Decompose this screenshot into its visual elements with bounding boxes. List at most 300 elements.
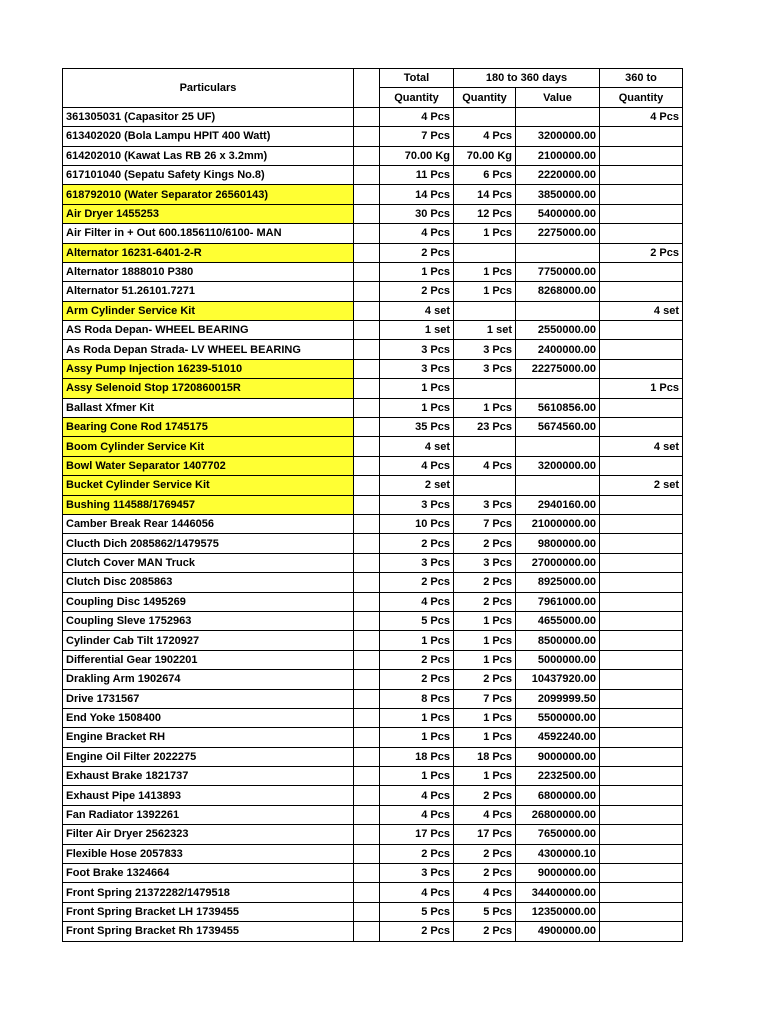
total-quantity-cell[interactable]: 2 Pcs	[380, 844, 454, 863]
particular-cell[interactable]: Exhaust Brake 1821737	[63, 767, 354, 786]
blank-cell[interactable]	[354, 825, 380, 844]
quantity-180-cell[interactable]: 2 Pcs	[454, 922, 516, 941]
particular-cell[interactable]: Flexible Hose 2057833	[63, 844, 354, 863]
value-180-cell[interactable]: 21000000.00	[516, 514, 600, 533]
value-180-cell[interactable]: 7750000.00	[516, 262, 600, 281]
quantity-180-cell[interactable]: 12 Pcs	[454, 204, 516, 223]
total-quantity-cell[interactable]: 1 Pcs	[380, 262, 454, 281]
blank-cell[interactable]	[354, 359, 380, 378]
quantity-360-cell[interactable]	[600, 165, 683, 184]
blank-cell[interactable]	[354, 301, 380, 320]
table-row	[63, 864, 683, 883]
value-180-cell[interactable]: 5674560.00	[516, 418, 600, 437]
quantity-180-cell[interactable]	[454, 437, 516, 456]
blank-cell[interactable]	[354, 728, 380, 747]
value-180-cell[interactable]: 2400000.00	[516, 340, 600, 359]
total-quantity-cell[interactable]: 3 Pcs	[380, 495, 454, 514]
blank-cell[interactable]	[354, 437, 380, 456]
quantity-180-cell[interactable]: 1 Pcs	[454, 224, 516, 243]
table-row	[63, 301, 683, 320]
particular-cell[interactable]: Bearing Cone Rod 1745175	[63, 418, 354, 437]
table-row	[63, 767, 683, 786]
particular-cell[interactable]: Alternator 1888010 P380	[63, 262, 354, 281]
total-quantity-cell[interactable]: 10 Pcs	[380, 514, 454, 533]
blank-cell[interactable]	[354, 514, 380, 533]
value-180-cell[interactable]	[516, 243, 600, 262]
particular-cell[interactable]: Bucket Cylinder Service Kit	[63, 476, 354, 495]
quantity-180-cell[interactable]: 3 Pcs	[454, 553, 516, 572]
total-quantity-cell[interactable]: 5 Pcs	[380, 611, 454, 630]
value-180-cell[interactable]: 7650000.00	[516, 825, 600, 844]
particular-cell[interactable]: Assy Pump Injection 16239-51010	[63, 359, 354, 378]
blank-cell[interactable]	[354, 767, 380, 786]
total-quantity-cell[interactable]: 2 Pcs	[380, 573, 454, 592]
total-quantity-cell[interactable]: 1 Pcs	[380, 708, 454, 727]
quantity-180-cell[interactable]	[454, 301, 516, 320]
quantity-360-cell[interactable]	[600, 631, 683, 650]
quantity-360-cell[interactable]: 4 set	[600, 437, 683, 456]
table-row	[63, 728, 683, 747]
total-quantity-cell[interactable]: 11 Pcs	[380, 165, 454, 184]
particular-cell[interactable]: 613402020 (Bola Lampu HPIT 400 Watt)	[63, 127, 354, 146]
blank-cell[interactable]	[354, 456, 380, 475]
blank-cell[interactable]	[354, 224, 380, 243]
quantity-180-cell[interactable]: 7 Pcs	[454, 689, 516, 708]
quantity-360-cell[interactable]	[600, 418, 683, 437]
total-quantity-cell[interactable]: 18 Pcs	[380, 747, 454, 766]
blank-cell[interactable]	[354, 321, 380, 340]
particular-cell[interactable]: Coupling Disc 1495269	[63, 592, 354, 611]
particular-cell[interactable]: Air Dryer 1455253	[63, 204, 354, 223]
particular-cell[interactable]: Assy Selenoid Stop 1720860015R	[63, 379, 354, 398]
table-row	[63, 708, 683, 727]
particular-cell[interactable]: Camber Break Rear 1446056	[63, 514, 354, 533]
quantity-180-cell[interactable]: 4 Pcs	[454, 805, 516, 824]
particular-cell[interactable]: Boom Cylinder Service Kit	[63, 437, 354, 456]
blank-cell[interactable]	[354, 670, 380, 689]
particular-cell[interactable]: Fan Radiator 1392261	[63, 805, 354, 824]
particular-cell[interactable]: 361305031 (Capasitor 25 UF)	[63, 107, 354, 126]
value-180-cell[interactable]: 9000000.00	[516, 747, 600, 766]
table-row	[63, 844, 683, 863]
blank-cell[interactable]	[354, 631, 380, 650]
value-180-cell[interactable]: 12350000.00	[516, 902, 600, 921]
quantity-360-cell[interactable]	[600, 573, 683, 592]
particular-cell[interactable]: Differential Gear 1902201	[63, 650, 354, 669]
value-180-cell[interactable]	[516, 379, 600, 398]
particular-cell[interactable]: 618792010 (Water Separator 26560143)	[63, 185, 354, 204]
quantity-360-cell[interactable]	[600, 708, 683, 727]
quantity-360-cell[interactable]	[600, 670, 683, 689]
quantity-180-cell[interactable]: 1 Pcs	[454, 728, 516, 747]
value-180-cell[interactable]: 26800000.00	[516, 805, 600, 824]
quantity-360-cell[interactable]	[600, 786, 683, 805]
total-quantity-cell[interactable]: 14 Pcs	[380, 185, 454, 204]
quantity-360-cell[interactable]	[600, 398, 683, 417]
particular-cell[interactable]: Filter Air Dryer 2562323	[63, 825, 354, 844]
total-quantity-cell[interactable]: 3 Pcs	[380, 864, 454, 883]
table-row	[63, 922, 683, 941]
blank-cell[interactable]	[354, 185, 380, 204]
total-quantity-cell[interactable]: 4 Pcs	[380, 883, 454, 902]
quantity-180-cell[interactable]: 2 Pcs	[454, 670, 516, 689]
table-row	[63, 747, 683, 766]
header-range-360[interactable]: 360 to	[600, 69, 683, 88]
particular-cell[interactable]: Air Filter in + Out 600.1856110/6100- MAN	[63, 224, 354, 243]
value-180-cell[interactable]: 3850000.00	[516, 185, 600, 204]
blank-cell[interactable]	[354, 592, 380, 611]
table-row	[63, 805, 683, 824]
value-180-cell[interactable]: 22275000.00	[516, 359, 600, 378]
total-quantity-cell[interactable]: 1 Pcs	[380, 767, 454, 786]
value-180-cell[interactable]	[516, 107, 600, 126]
blank-cell[interactable]	[354, 204, 380, 223]
value-180-cell[interactable]: 4655000.00	[516, 611, 600, 630]
table-row	[63, 553, 683, 572]
quantity-360-cell[interactable]	[600, 689, 683, 708]
quantity-360-cell[interactable]: 4 set	[600, 301, 683, 320]
quantity-360-cell[interactable]	[600, 262, 683, 281]
value-180-cell[interactable]: 4300000.10	[516, 844, 600, 863]
quantity-180-cell[interactable]: 6 Pcs	[454, 165, 516, 184]
total-quantity-cell[interactable]: 70.00 Kg	[380, 146, 454, 165]
quantity-180-cell[interactable]: 4 Pcs	[454, 883, 516, 902]
blank-cell[interactable]	[354, 127, 380, 146]
total-quantity-cell[interactable]: 2 set	[380, 476, 454, 495]
particular-cell[interactable]: Ballast Xfmer Kit	[63, 398, 354, 417]
total-quantity-cell[interactable]: 3 Pcs	[380, 553, 454, 572]
quantity-180-cell[interactable]: 17 Pcs	[454, 825, 516, 844]
quantity-180-cell[interactable]: 18 Pcs	[454, 747, 516, 766]
blank-cell[interactable]	[354, 786, 380, 805]
quantity-360-cell[interactable]: 1 Pcs	[600, 379, 683, 398]
particular-cell[interactable]: Foot Brake 1324664	[63, 864, 354, 883]
quantity-180-cell[interactable]: 1 Pcs	[454, 650, 516, 669]
total-quantity-cell[interactable]: 2 Pcs	[380, 922, 454, 941]
quantity-360-cell[interactable]	[600, 534, 683, 553]
quantity-360-cell[interactable]	[600, 825, 683, 844]
value-180-cell[interactable]	[516, 437, 600, 456]
blank-cell[interactable]	[354, 165, 380, 184]
blank-cell[interactable]	[354, 805, 380, 824]
particular-cell[interactable]: Bushing 114588/1769457	[63, 495, 354, 514]
total-quantity-cell[interactable]: 5 Pcs	[380, 902, 454, 921]
quantity-180-cell[interactable]: 2 Pcs	[454, 573, 516, 592]
value-180-cell[interactable]: 5500000.00	[516, 708, 600, 727]
total-quantity-cell[interactable]: 30 Pcs	[380, 204, 454, 223]
value-180-cell[interactable]: 8925000.00	[516, 573, 600, 592]
value-180-cell[interactable]: 6800000.00	[516, 786, 600, 805]
blank-cell[interactable]	[354, 747, 380, 766]
value-180-cell[interactable]	[516, 301, 600, 320]
quantity-360-cell[interactable]: 4 Pcs	[600, 107, 683, 126]
blank-cell[interactable]	[354, 398, 380, 417]
quantity-360-cell[interactable]	[600, 514, 683, 533]
value-180-cell[interactable]: 10437920.00	[516, 670, 600, 689]
total-quantity-cell[interactable]: 4 Pcs	[380, 592, 454, 611]
particular-cell[interactable]: Coupling Sleve 1752963	[63, 611, 354, 630]
particular-cell[interactable]: 614202010 (Kawat Las RB 26 x 3.2mm)	[63, 146, 354, 165]
blank-cell[interactable]	[354, 340, 380, 359]
value-180-cell[interactable]: 8500000.00	[516, 631, 600, 650]
total-quantity-cell[interactable]: 17 Pcs	[380, 825, 454, 844]
value-180-cell[interactable]: 5610856.00	[516, 398, 600, 417]
quantity-360-cell[interactable]	[600, 922, 683, 941]
quantity-180-cell[interactable]: 1 Pcs	[454, 611, 516, 630]
table-row	[63, 495, 683, 514]
particular-cell[interactable]: Clutch Disc 2085863	[63, 573, 354, 592]
particular-cell[interactable]: Engine Oil Filter 2022275	[63, 747, 354, 766]
quantity-180-cell[interactable]: 1 Pcs	[454, 398, 516, 417]
blank-cell[interactable]	[354, 883, 380, 902]
blank-cell[interactable]	[354, 534, 380, 553]
blank-cell[interactable]	[354, 495, 380, 514]
total-quantity-cell[interactable]: 2 Pcs	[380, 670, 454, 689]
blank-cell[interactable]	[354, 708, 380, 727]
quantity-180-cell[interactable]: 14 Pcs	[454, 185, 516, 204]
header-180-value[interactable]: Value	[516, 88, 600, 107]
stock-aging-table	[62, 68, 683, 942]
table-row	[63, 786, 683, 805]
total-quantity-cell[interactable]: 1 Pcs	[380, 631, 454, 650]
table-row	[63, 418, 683, 437]
header-range-180-360[interactable]: 180 to 360 days	[454, 69, 600, 88]
particular-cell[interactable]: Clucth Dich 2085862/1479575	[63, 534, 354, 553]
quantity-180-cell[interactable]: 5 Pcs	[454, 902, 516, 921]
quantity-180-cell[interactable]	[454, 243, 516, 262]
quantity-360-cell[interactable]	[600, 650, 683, 669]
table-row	[63, 689, 683, 708]
header-360-quantity[interactable]: Quantity	[600, 88, 683, 107]
value-180-cell[interactable]: 2275000.00	[516, 224, 600, 243]
quantity-360-cell[interactable]	[600, 204, 683, 223]
value-180-cell[interactable]: 27000000.00	[516, 553, 600, 572]
quantity-180-cell[interactable]: 2 Pcs	[454, 786, 516, 805]
table-row	[63, 282, 683, 301]
particular-cell[interactable]: Clutch Cover MAN Truck	[63, 553, 354, 572]
quantity-360-cell[interactable]	[600, 611, 683, 630]
quantity-180-cell[interactable]: 70.00 Kg	[454, 146, 516, 165]
blank-cell[interactable]	[354, 262, 380, 281]
quantity-180-cell[interactable]: 1 Pcs	[454, 262, 516, 281]
particular-cell[interactable]: Front Spring Bracket LH 1739455	[63, 902, 354, 921]
header-row-1	[63, 69, 683, 88]
total-quantity-cell[interactable]: 4 set	[380, 301, 454, 320]
value-180-cell[interactable]: 9800000.00	[516, 534, 600, 553]
particular-cell[interactable]: Front Spring 21372282/1479518	[63, 883, 354, 902]
header-total[interactable]: Total	[380, 69, 454, 88]
quantity-360-cell[interactable]	[600, 864, 683, 883]
blank-cell[interactable]	[354, 379, 380, 398]
blank-cell[interactable]	[354, 146, 380, 165]
particular-cell[interactable]: Bowl Water Separator 1407702	[63, 456, 354, 475]
particular-cell[interactable]: 617101040 (Sepatu Safety Kings No.8)	[63, 165, 354, 184]
particular-cell[interactable]: Front Spring Bracket Rh 1739455	[63, 922, 354, 941]
value-180-cell[interactable]: 2220000.00	[516, 165, 600, 184]
table-row	[63, 437, 683, 456]
quantity-360-cell[interactable]	[600, 747, 683, 766]
header-particulars[interactable]: Particulars	[63, 69, 354, 108]
particular-cell[interactable]: Drive 1731567	[63, 689, 354, 708]
value-180-cell[interactable]: 3200000.00	[516, 456, 600, 475]
particular-cell[interactable]: Engine Bracket RH	[63, 728, 354, 747]
quantity-180-cell[interactable]	[454, 107, 516, 126]
quantity-360-cell[interactable]	[600, 185, 683, 204]
quantity-180-cell[interactable]: 2 Pcs	[454, 592, 516, 611]
value-180-cell[interactable]: 2100000.00	[516, 146, 600, 165]
blank-cell[interactable]	[354, 650, 380, 669]
total-quantity-cell[interactable]: 4 Pcs	[380, 805, 454, 824]
blank-cell[interactable]	[354, 864, 380, 883]
table-row	[63, 650, 683, 669]
table-row	[63, 398, 683, 417]
total-quantity-cell[interactable]: 4 Pcs	[380, 456, 454, 475]
quantity-180-cell[interactable]: 2 Pcs	[454, 864, 516, 883]
quantity-180-cell[interactable]: 1 set	[454, 321, 516, 340]
table-row	[63, 262, 683, 281]
quantity-360-cell[interactable]	[600, 883, 683, 902]
quantity-360-cell[interactable]	[600, 340, 683, 359]
particular-cell[interactable]: As Roda Depan Strada- LV WHEEL BEARING	[63, 340, 354, 359]
table-row	[63, 127, 683, 146]
table-row	[63, 670, 683, 689]
quantity-360-cell[interactable]	[600, 728, 683, 747]
value-180-cell[interactable]: 4592240.00	[516, 728, 600, 747]
table-row	[63, 534, 683, 553]
particular-cell[interactable]: Arm Cylinder Service Kit	[63, 301, 354, 320]
value-180-cell[interactable]: 3200000.00	[516, 127, 600, 146]
total-quantity-cell[interactable]: 2 Pcs	[380, 243, 454, 262]
table-row	[63, 592, 683, 611]
quantity-180-cell[interactable]: 3 Pcs	[454, 495, 516, 514]
quantity-360-cell[interactable]	[600, 282, 683, 301]
table-row	[63, 340, 683, 359]
spreadsheet-view	[62, 68, 679, 942]
total-quantity-cell[interactable]: 2 Pcs	[380, 534, 454, 553]
quantity-360-cell[interactable]	[600, 456, 683, 475]
blank-cell[interactable]	[354, 282, 380, 301]
total-quantity-cell[interactable]: 1 Pcs	[380, 379, 454, 398]
total-quantity-cell[interactable]: 8 Pcs	[380, 689, 454, 708]
table-row	[63, 902, 683, 921]
blank-cell[interactable]	[354, 844, 380, 863]
total-quantity-cell[interactable]: 4 Pcs	[380, 107, 454, 126]
quantity-360-cell[interactable]	[600, 902, 683, 921]
total-quantity-cell[interactable]: 1 Pcs	[380, 398, 454, 417]
quantity-180-cell[interactable]: 1 Pcs	[454, 708, 516, 727]
value-180-cell[interactable]: 8268000.00	[516, 282, 600, 301]
blank-cell[interactable]	[354, 611, 380, 630]
quantity-360-cell[interactable]	[600, 805, 683, 824]
quantity-360-cell[interactable]	[600, 553, 683, 572]
total-quantity-cell[interactable]: 4 Pcs	[380, 224, 454, 243]
header-180-quantity[interactable]: Quantity	[454, 88, 516, 107]
blank-cell[interactable]	[354, 902, 380, 921]
value-180-cell[interactable]: 4900000.00	[516, 922, 600, 941]
blank-cell[interactable]	[354, 418, 380, 437]
value-180-cell[interactable]: 5000000.00	[516, 650, 600, 669]
particular-cell[interactable]: Cylinder Cab Tilt 1720927	[63, 631, 354, 650]
total-quantity-cell[interactable]: 2 Pcs	[380, 650, 454, 669]
particular-cell[interactable]: Exhaust Pipe 1413893	[63, 786, 354, 805]
quantity-360-cell[interactable]	[600, 359, 683, 378]
quantity-180-cell[interactable]: 1 Pcs	[454, 282, 516, 301]
quantity-180-cell[interactable]: 2 Pcs	[454, 534, 516, 553]
particular-cell[interactable]: Alternator 51.26101.7271	[63, 282, 354, 301]
total-quantity-cell[interactable]: 3 Pcs	[380, 340, 454, 359]
particular-cell[interactable]: End Yoke 1508400	[63, 708, 354, 727]
value-180-cell[interactable]	[516, 476, 600, 495]
quantity-180-cell[interactable]: 1 Pcs	[454, 767, 516, 786]
header-total-quantity[interactable]: Quantity	[380, 88, 454, 107]
table-row	[63, 204, 683, 223]
quantity-180-cell[interactable]: 2 Pcs	[454, 844, 516, 863]
particular-cell[interactable]: Alternator 16231-6401-2-R	[63, 243, 354, 262]
value-180-cell[interactable]: 7961000.00	[516, 592, 600, 611]
blank-cell[interactable]	[354, 922, 380, 941]
value-180-cell[interactable]: 2940160.00	[516, 495, 600, 514]
value-180-cell[interactable]: 2232500.00	[516, 767, 600, 786]
particular-cell[interactable]: Drakling Arm 1902674	[63, 670, 354, 689]
table-row	[63, 825, 683, 844]
table-row	[63, 185, 683, 204]
quantity-360-cell[interactable]	[600, 224, 683, 243]
total-quantity-cell[interactable]: 7 Pcs	[380, 127, 454, 146]
quantity-360-cell[interactable]: 2 Pcs	[600, 243, 683, 262]
value-180-cell[interactable]: 9000000.00	[516, 864, 600, 883]
total-quantity-cell[interactable]: 4 set	[380, 437, 454, 456]
value-180-cell[interactable]: 2550000.00	[516, 321, 600, 340]
total-quantity-cell[interactable]: 35 Pcs	[380, 418, 454, 437]
total-quantity-cell[interactable]: 4 Pcs	[380, 786, 454, 805]
value-180-cell[interactable]: 34400000.00	[516, 883, 600, 902]
blank-cell[interactable]	[354, 553, 380, 572]
blank-cell[interactable]	[354, 243, 380, 262]
quantity-180-cell[interactable]: 3 Pcs	[454, 359, 516, 378]
blank-cell[interactable]	[354, 689, 380, 708]
quantity-360-cell[interactable]: 2 set	[600, 476, 683, 495]
table-row	[63, 883, 683, 902]
blank-cell[interactable]	[354, 573, 380, 592]
quantity-360-cell[interactable]	[600, 767, 683, 786]
quantity-360-cell[interactable]	[600, 321, 683, 340]
quantity-360-cell[interactable]	[600, 592, 683, 611]
particular-cell[interactable]: AS Roda Depan- WHEEL BEARING	[63, 321, 354, 340]
quantity-360-cell[interactable]	[600, 495, 683, 514]
table-row	[63, 224, 683, 243]
quantity-360-cell[interactable]	[600, 127, 683, 146]
header-blank[interactable]	[354, 69, 380, 108]
blank-cell[interactable]	[354, 476, 380, 495]
quantity-360-cell[interactable]	[600, 146, 683, 165]
total-quantity-cell[interactable]: 1 Pcs	[380, 728, 454, 747]
value-180-cell[interactable]: 2099999.50	[516, 689, 600, 708]
quantity-180-cell[interactable]: 7 Pcs	[454, 514, 516, 533]
blank-cell[interactable]	[354, 107, 380, 126]
quantity-180-cell[interactable]: 3 Pcs	[454, 340, 516, 359]
quantity-360-cell[interactable]	[600, 844, 683, 863]
quantity-180-cell[interactable]: 4 Pcs	[454, 456, 516, 475]
quantity-180-cell[interactable]: 23 Pcs	[454, 418, 516, 437]
total-quantity-cell[interactable]: 1 set	[380, 321, 454, 340]
total-quantity-cell[interactable]: 2 Pcs	[380, 282, 454, 301]
quantity-180-cell[interactable]: 1 Pcs	[454, 631, 516, 650]
value-180-cell[interactable]: 5400000.00	[516, 204, 600, 223]
quantity-180-cell[interactable]	[454, 379, 516, 398]
quantity-180-cell[interactable]	[454, 476, 516, 495]
total-quantity-cell[interactable]: 3 Pcs	[380, 359, 454, 378]
quantity-180-cell[interactable]: 4 Pcs	[454, 127, 516, 146]
